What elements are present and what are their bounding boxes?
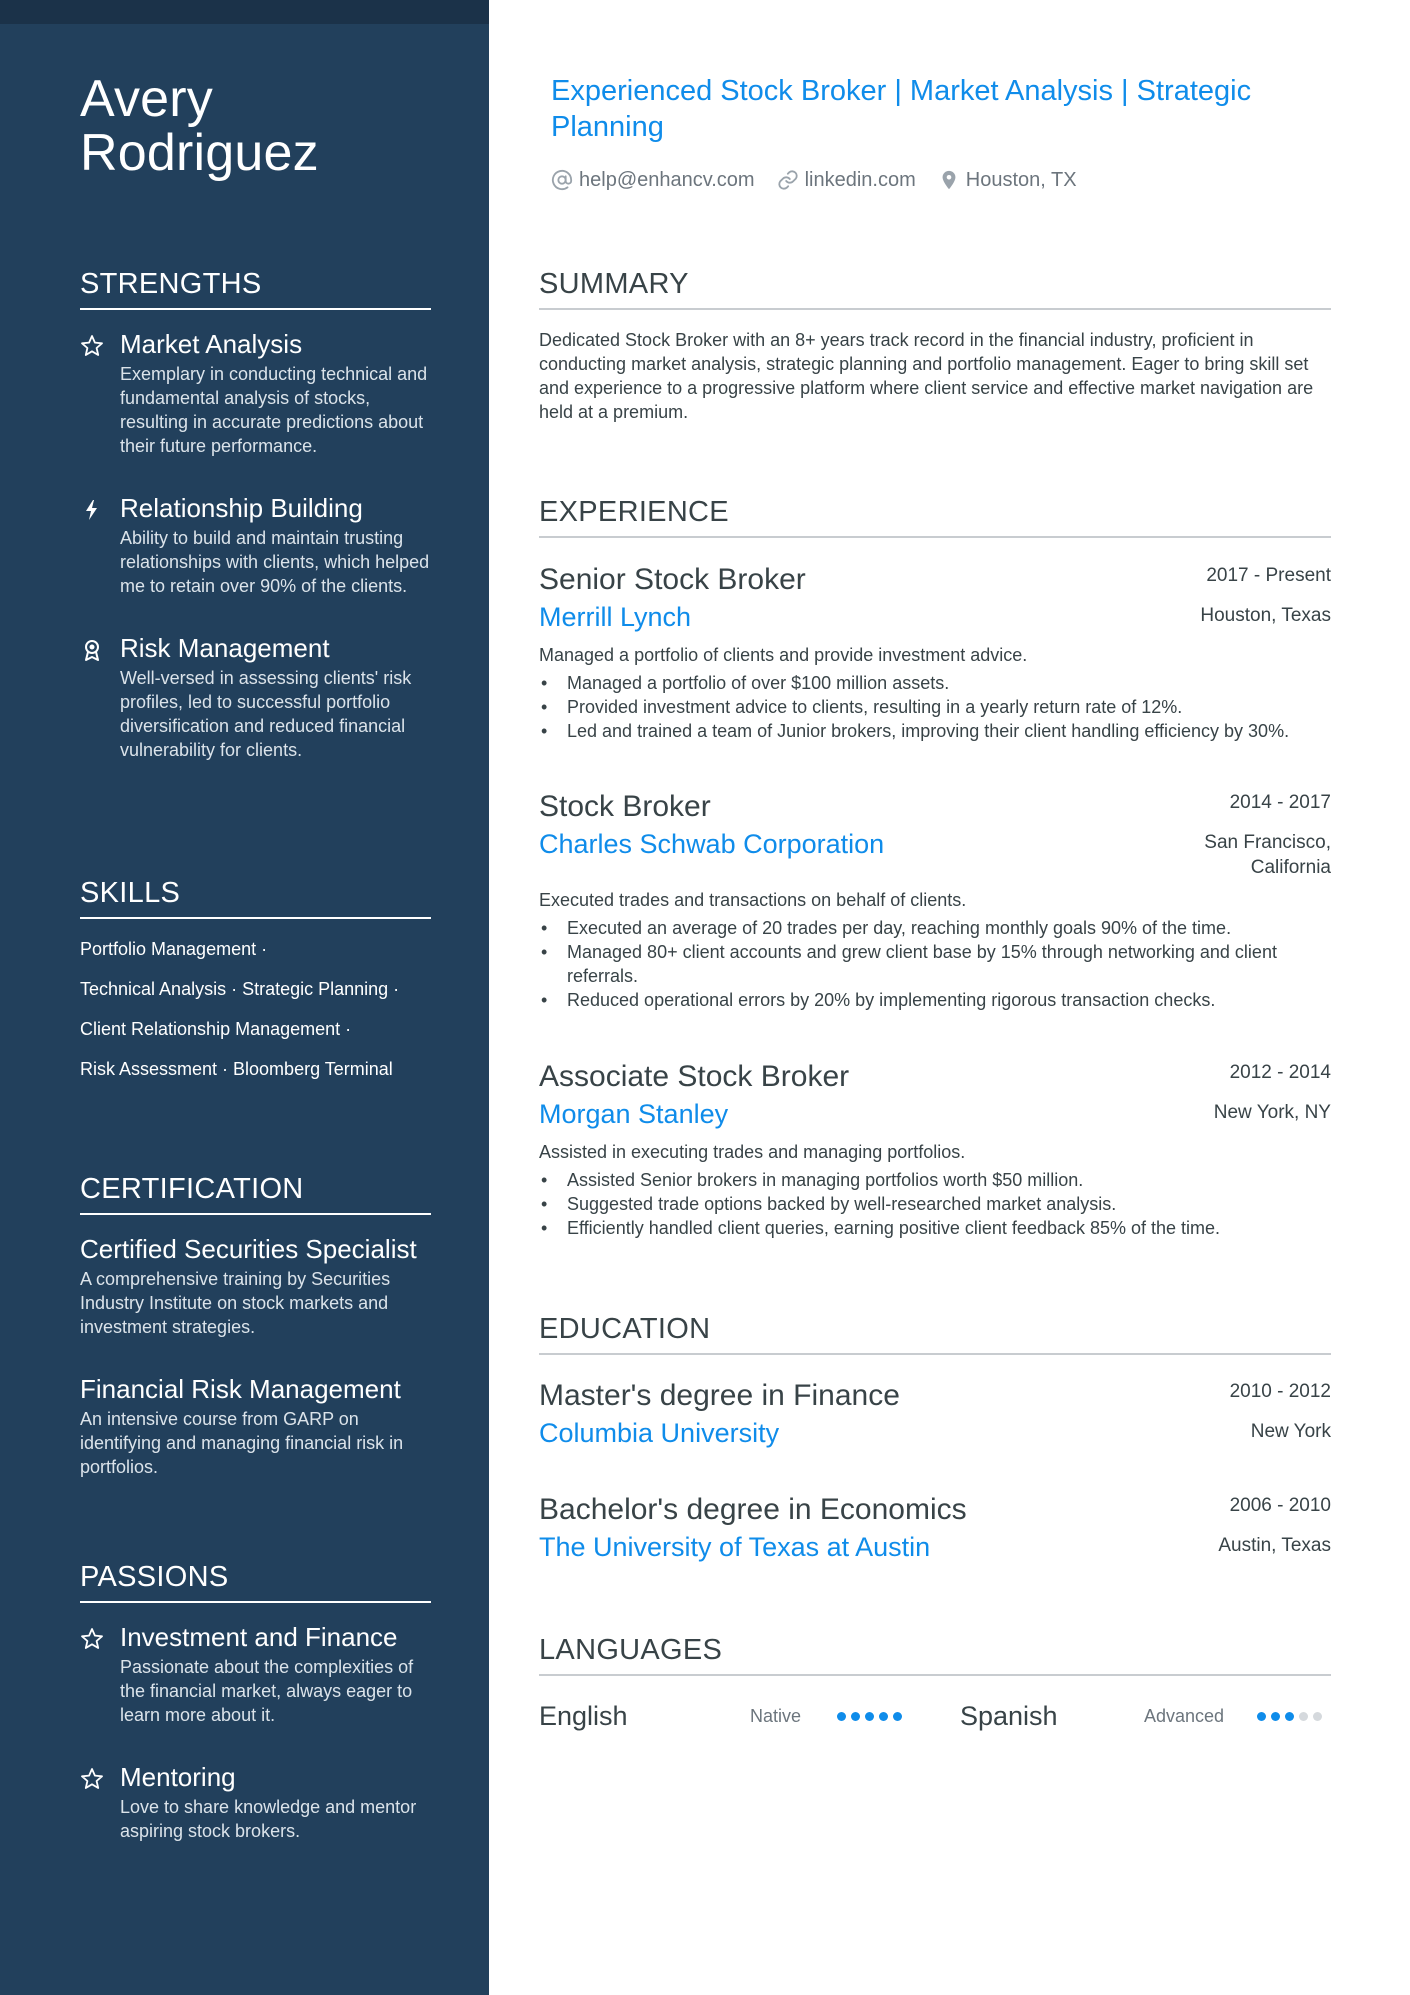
award-icon (80, 638, 104, 662)
star-icon (80, 334, 104, 358)
strength-item (80, 328, 431, 458)
contact-bar (551, 166, 1099, 194)
rating-dot-filled (865, 1712, 874, 1721)
job-dates: 2014 - 2017 (1229, 792, 1331, 813)
candidate-name: Avery Rodriguez (80, 70, 319, 182)
sidebar (0, 0, 489, 1995)
job-bullet: • Provided investment advice to clients, resulting in a yearly return rate of 12%. (539, 695, 1331, 719)
strength-desc: Well-versed in assessing clients' risk profiles, led to successful portfolio diversification and reduced financial vulnerability for clients. (120, 668, 412, 760)
education-section (539, 1311, 1331, 1355)
contact-email[interactable] (551, 169, 755, 192)
summary-text: Dedicated Stock Broker with an 8+ years track record in the financial industry, proficient in conducting market analysis, strategic planning and portfolio management. Eager to bring skill set and experience to a progressive platform where client service and effective market navigation are held at a premium. (539, 330, 1314, 422)
strength-item (80, 632, 431, 762)
certification-section (80, 1171, 431, 1479)
passion-desc: Love to share knowledge and mentor aspiring stock brokers. (120, 1797, 417, 1841)
rating-dot-empty (1313, 1712, 1322, 1721)
passion-item (80, 1621, 431, 1727)
job-bullets (539, 916, 1331, 1012)
job-bullet: • Assisted Senior brokers in managing portfolios worth $50 million. (539, 1168, 1331, 1192)
education-entry (539, 1377, 1331, 1451)
certification-item (80, 1233, 431, 1339)
rating-dot-filled (893, 1712, 902, 1721)
education-location: Austin, Texas (1218, 1535, 1331, 1556)
job-bullets (539, 1168, 1331, 1240)
strength-title: Market Analysis (120, 329, 303, 359)
language-item (960, 1694, 1331, 1738)
passions-title: PASSIONS (80, 1559, 431, 1603)
certification-name: Certified Securities Specialist (80, 1234, 417, 1264)
strengths-title: STRENGTHS (80, 266, 431, 310)
experience-title: EXPERIENCE (539, 494, 1331, 538)
company-name: Charles Schwab Corporation (539, 829, 885, 859)
job-bullet: • Managed 80+ client accounts and grew client base by 15% through networking and client referrals. (539, 940, 1331, 988)
languages-section (539, 1632, 1331, 1676)
link-icon (777, 169, 799, 191)
strength-desc: Ability to build and maintain trusting relationships with clients, which helped me to retain over 90% of the clients. (120, 528, 430, 596)
passions-section (80, 1559, 431, 1843)
company-name: Merrill Lynch (539, 602, 692, 632)
job-location: New York, NY (1213, 1102, 1331, 1123)
skill-line: Risk Assessment · Bloomberg Terminal (80, 1059, 393, 1079)
passion-title: Mentoring (120, 1762, 236, 1792)
at-icon (551, 169, 573, 191)
rating-dot-filled (879, 1712, 888, 1721)
job-title: Associate Stock Broker (539, 1060, 850, 1093)
experience-entry (539, 1058, 1331, 1240)
degree-name: Bachelor's degree in Economics (539, 1493, 967, 1526)
languages-row (539, 1694, 1331, 1738)
strength-item (80, 492, 431, 598)
language-rating (1257, 1712, 1322, 1721)
contact-linkedin[interactable] (777, 169, 916, 192)
skill-line: Client Relationship Management · (80, 1019, 352, 1039)
certification-desc: An intensive course from GARP on identifying and managing financial risk in portfolios. (80, 1409, 404, 1477)
school-name: Columbia University (539, 1418, 780, 1448)
location-text: Houston, TX (965, 168, 1077, 191)
job-intro: Managed a portfolio of clients and provide investment advice. (539, 645, 1028, 665)
linkedin-text: linkedin.com (804, 168, 916, 191)
language-level: Advanced (1144, 1705, 1225, 1726)
passion-item (80, 1761, 431, 1843)
rating-dot-filled (851, 1712, 860, 1721)
job-location: Houston, Texas (1200, 605, 1331, 626)
star-icon (80, 1767, 104, 1791)
strength-title: Relationship Building (120, 493, 363, 523)
job-intro: Executed trades and transactions on behalf of clients. (539, 890, 967, 910)
job-intro: Assisted in executing trades and managing portfolios. (539, 1142, 966, 1162)
degree-name: Master's degree in Finance (539, 1379, 900, 1412)
rating-dot-filled (1271, 1712, 1280, 1721)
education-entry (539, 1491, 1331, 1565)
job-bullet: • Efficiently handled client queries, earning positive client feedback 85% of the time. (539, 1216, 1331, 1240)
experience-section (539, 494, 1331, 538)
passion-title: Investment and Finance (120, 1622, 398, 1652)
lightning-icon (80, 498, 104, 522)
job-bullet: • Led and trained a team of Junior brokers, improving their client handling efficiency by 30%. (539, 719, 1331, 743)
job-bullet: • Managed a portfolio of over $100 million assets. (539, 671, 1331, 695)
skills-section (80, 875, 431, 1081)
rating-dot-empty (1299, 1712, 1308, 1721)
job-dates: 2017 - Present (1206, 565, 1331, 586)
location-pin-icon (938, 169, 960, 191)
job-dates: 2012 - 2014 (1229, 1062, 1331, 1083)
star-icon (80, 1627, 104, 1651)
certification-desc: A comprehensive training by Securities Industry Institute on stock markets and investment strategies. (80, 1269, 391, 1337)
strengths-section (80, 266, 431, 762)
certification-name: Financial Risk Management (80, 1374, 401, 1404)
email-text: help@enhancv.com (579, 168, 755, 191)
strength-desc: Exemplary in conducting technical and fundamental analysis of stocks, resulting in accurate predictions about their future performance. (120, 364, 428, 456)
certification-item (80, 1373, 431, 1479)
language-item (539, 1694, 919, 1738)
contact-location (938, 169, 1077, 192)
headline: Experienced Stock Broker | Market Analysis | Strategic Planning (551, 75, 1252, 143)
sidebar-top-bar (0, 0, 489, 24)
rating-dot-filled (837, 1712, 846, 1721)
education-dates: 2006 - 2010 (1229, 1495, 1331, 1516)
job-location: San Francisco, California (1204, 832, 1331, 878)
experience-entry (539, 561, 1331, 743)
job-title: Senior Stock Broker (539, 563, 806, 596)
job-bullet: • Executed an average of 20 trades per day, reaching monthly goals 90% of the time. (539, 916, 1331, 940)
rating-dot-filled (1285, 1712, 1294, 1721)
education-location: New York (1250, 1421, 1331, 1442)
school-name: The University of Texas at Austin (539, 1532, 931, 1562)
skills-title: SKILLS (80, 875, 431, 919)
language-level: Native (750, 1705, 802, 1726)
education-title: EDUCATION (539, 1311, 1331, 1355)
certification-title: CERTIFICATION (80, 1171, 431, 1215)
job-bullet: • Suggested trade options backed by well-researched market analysis. (539, 1192, 1331, 1216)
summary-title: SUMMARY (539, 266, 1331, 310)
language-name: English (539, 1700, 628, 1731)
language-name: Spanish (960, 1700, 1058, 1731)
company-name: Morgan Stanley (539, 1099, 729, 1129)
strength-title: Risk Management (120, 633, 330, 663)
skill-line: Technical Analysis · Strategic Planning · (80, 979, 400, 999)
languages-title: LANGUAGES (539, 1632, 1331, 1676)
job-title: Stock Broker (539, 790, 711, 823)
rating-dot-filled (1257, 1712, 1266, 1721)
summary-section (539, 266, 1331, 424)
passion-desc: Passionate about the complexities of the financial market, always eager to learn more about it. (120, 1657, 414, 1725)
job-bullet: • Reduced operational errors by 20% by implementing rigorous transaction checks. (539, 988, 1331, 1012)
language-rating (837, 1712, 902, 1721)
education-dates: 2010 - 2012 (1229, 1381, 1331, 1402)
skill-line: Portfolio Management · (80, 939, 268, 959)
job-bullets (539, 671, 1331, 743)
experience-entry (539, 788, 1331, 1012)
